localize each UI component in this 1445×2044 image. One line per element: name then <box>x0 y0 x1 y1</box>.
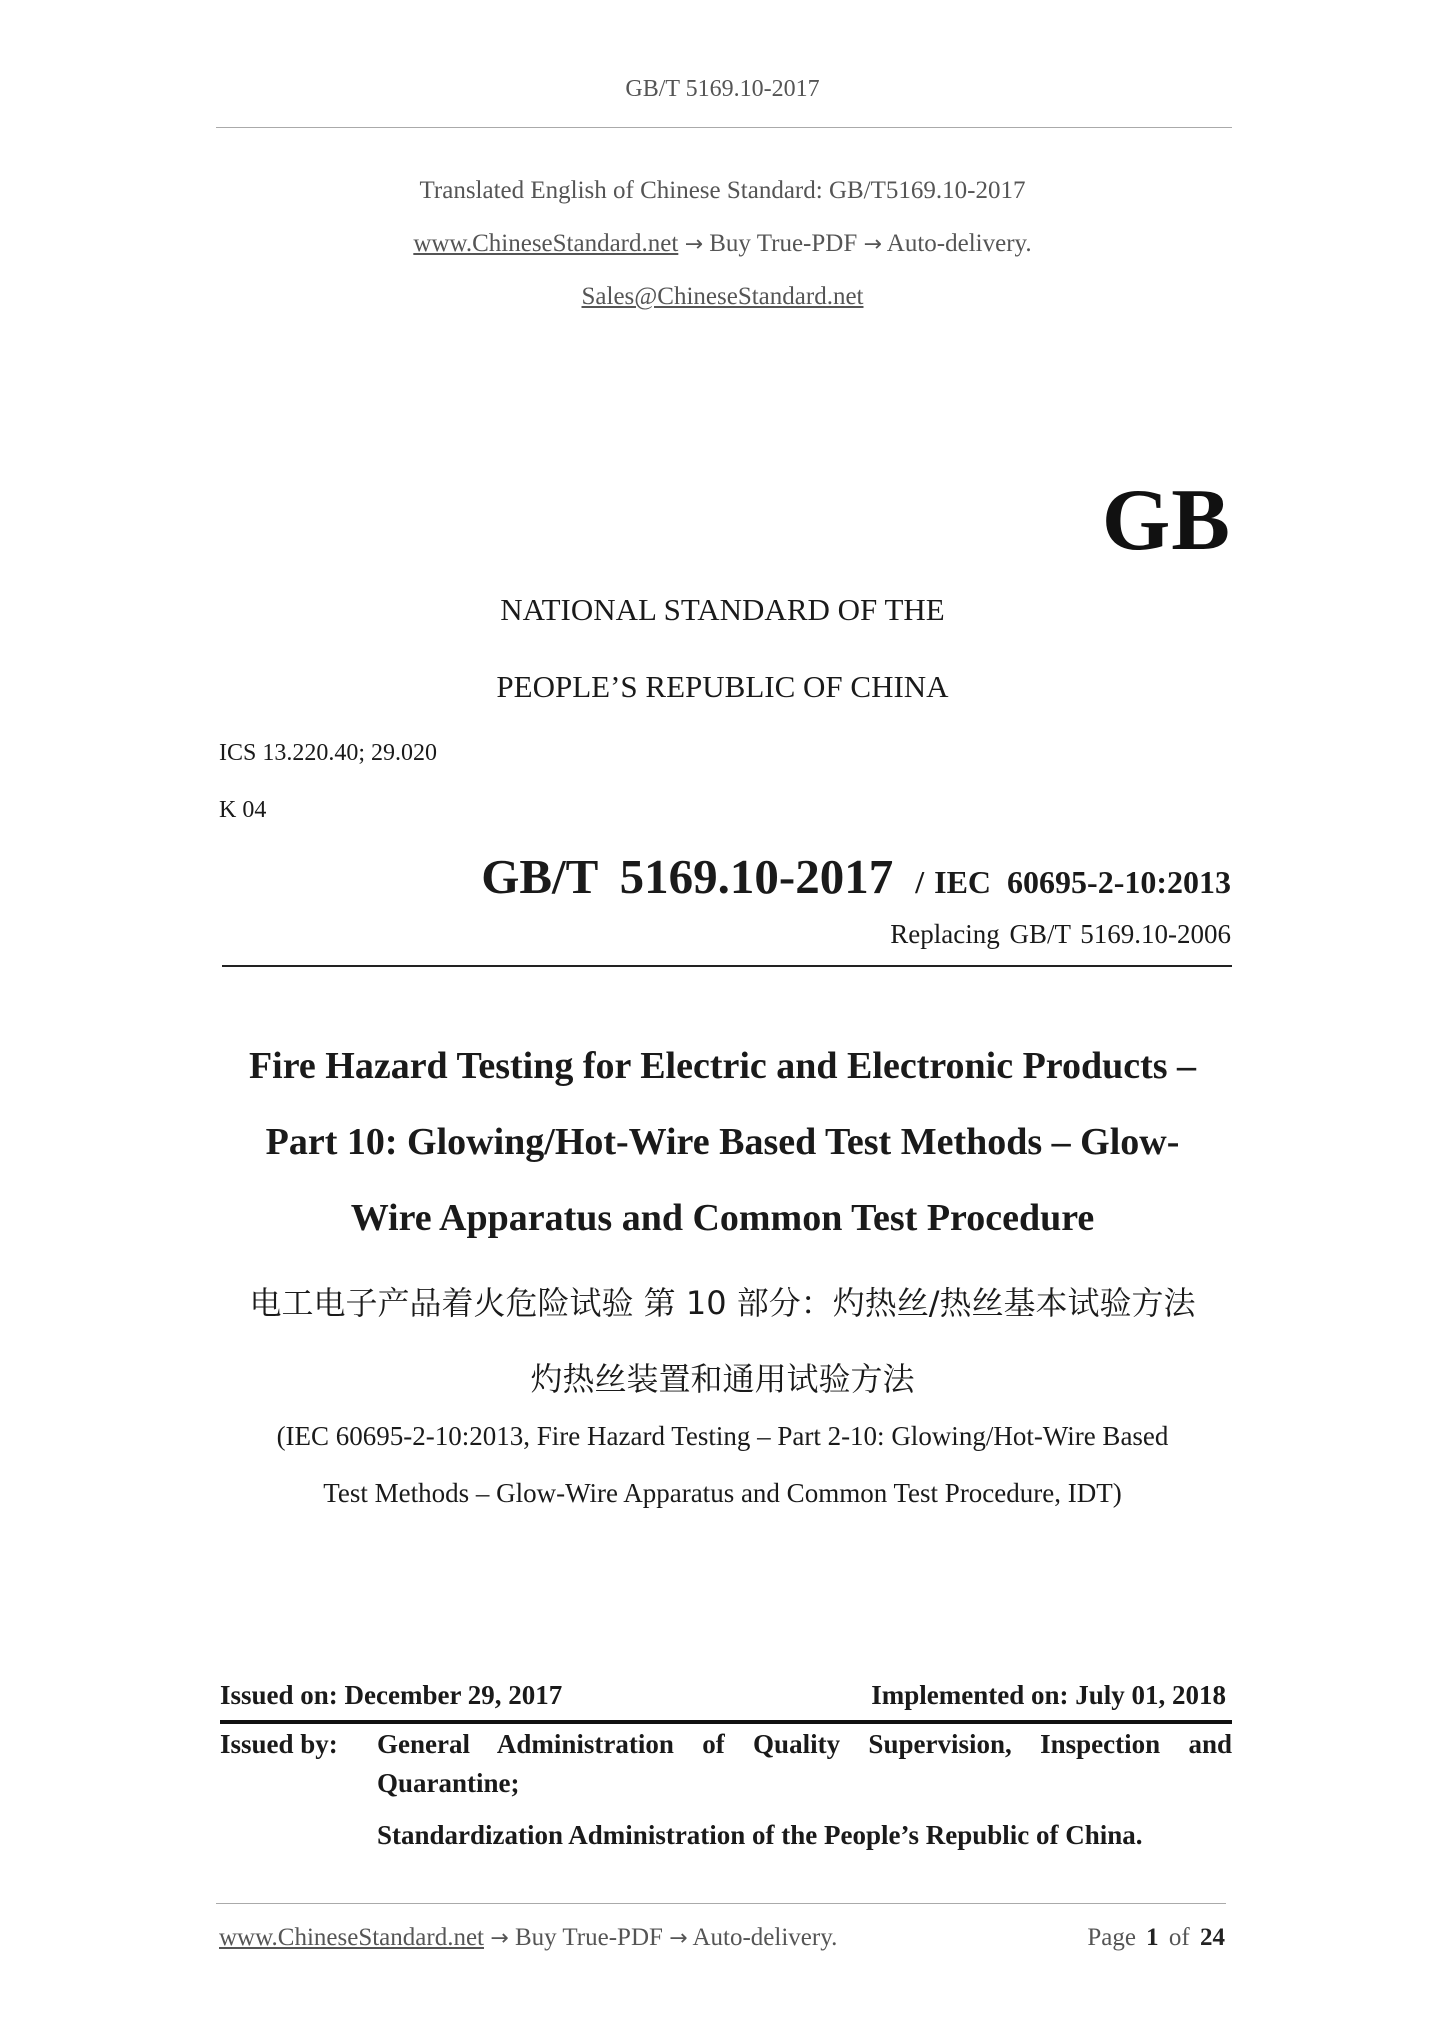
arrow-right-icon: → <box>669 1926 688 1951</box>
footer-divider <box>216 1903 1226 1904</box>
issued-by-label: Issued by: <box>220 1729 338 1759</box>
header-divider <box>216 127 1232 128</box>
footer-purchase-notice <box>219 1924 837 1952</box>
page-number: 1 <box>1146 1924 1159 1951</box>
english-title-line: Fire Hazard Testing for Electric and Electronic Products – <box>248 1045 1197 1087</box>
issuer-line: Quarantine; <box>377 1768 520 1798</box>
running-header: GB/T 5169.10-2017 <box>625 76 820 102</box>
page-label: Page <box>1087 1924 1136 1951</box>
replacing-note: Replacing GB/T 5169.10-2006 <box>890 919 1231 949</box>
issuer-line: Standardization Administration of the People’s Republic of China. <box>377 1820 1143 1850</box>
site-link[interactable]: www.ChineseStandard.net <box>413 230 679 257</box>
ccs-code: K 04 <box>219 797 267 823</box>
email-notice <box>0 283 1445 311</box>
iec-reference-line: (IEC 60695-2-10:2013, Fire Hazard Testing – Part 2-10: Glowing/Hot-Wire Based <box>276 1421 1169 1451</box>
standard-separator: / <box>915 864 925 900</box>
issued-on-date: Issued on: December 29, 2017 <box>220 1680 563 1710</box>
footer-buy-text: Buy True-PDF <box>514 1924 663 1951</box>
delivery-text: Auto-delivery. <box>886 230 1032 257</box>
footer-site-link[interactable]: www.ChineseStandard.net <box>219 1924 484 1951</box>
arrow-right-icon: → <box>863 232 882 257</box>
purchase-notice <box>0 230 1445 258</box>
iec-reference-line: Test Methods – Glow-Wire Apparatus and Common Test Procedure, IDT) <box>323 1478 1122 1508</box>
of-label: of <box>1168 1924 1190 1951</box>
translation-notice: Translated English of Chinese Standard: GB/T5169.10-2017 <box>419 177 1026 204</box>
iec-number: IEC 60695-2-10:2013 <box>934 864 1231 900</box>
buy-text: Buy True-PDF <box>709 230 858 257</box>
page-indicator <box>1087 1924 1225 1952</box>
email-link[interactable]: Sales@ChineseStandard.net <box>581 283 864 310</box>
national-title-line-2: PEOPLE’S REPUBLIC OF CHINA <box>496 669 949 704</box>
arrow-right-icon: → <box>684 232 703 257</box>
title-divider <box>222 965 1232 967</box>
english-title-line: Wire Apparatus and Common Test Procedure <box>350 1197 1095 1239</box>
chinese-title-line: 电工电子产品着火危险试验 第 10 部分：灼热丝/热丝基本试验方法 <box>249 1284 1196 1322</box>
gb-mark: GB <box>1101 472 1231 569</box>
standard-number: GB/T 5169.10-2017 <box>481 849 894 904</box>
total-pages: 24 <box>1200 1924 1225 1951</box>
implemented-on-date: Implemented on: July 01, 2018 <box>871 1680 1226 1710</box>
chinese-title-line: 灼热丝装置和通用试验方法 <box>530 1360 915 1398</box>
english-title-line: Part 10: Glowing/Hot-Wire Based Test Methods – Glow- <box>265 1121 1180 1163</box>
national-title-line-1: NATIONAL STANDARD OF THE <box>500 592 945 627</box>
issued-divider <box>220 1720 1232 1724</box>
arrow-right-icon: → <box>490 1926 509 1951</box>
standard-number-line <box>481 848 1231 905</box>
footer-delivery-text: Auto-delivery. <box>692 1924 838 1951</box>
ics-code: ICS 13.220.40; 29.020 <box>219 740 438 766</box>
issuer-line: General Administration of Quality Supervision, Inspection and <box>377 1729 1232 1759</box>
